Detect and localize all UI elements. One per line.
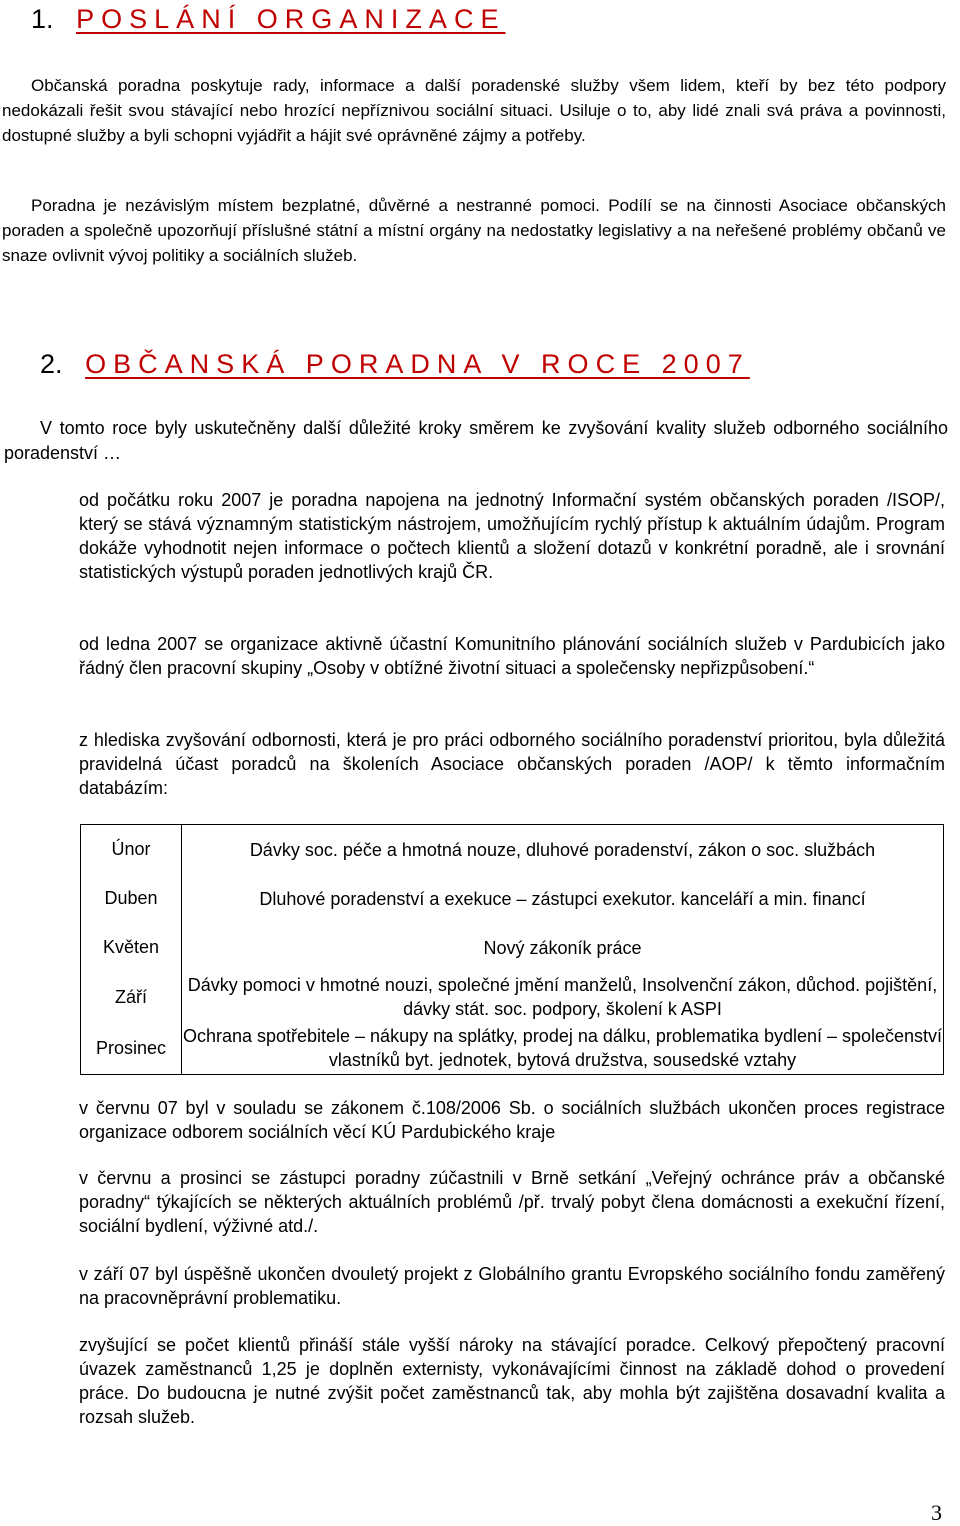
topic-cell: Ochrana spotřebitele – nákupy na splátky, prodej na dálku, problematika bydlení – společenství vlastníků byt. jednotek, bytová družstva, sousedské vztahy	[182, 1026, 943, 1070]
list-item-text: z hlediska zvyšování odbornosti, která je pro práci odborného sociálního poradenství prioritou, byla důležitá pravidelná účast poradců na školeních Asociace občanských poraden /AOP/ k těmto informačním databázím:	[79, 730, 945, 798]
topic-cell: Dluhové poradenství a exekuce – zástupci exekutor. kanceláří a min. financí	[259, 888, 866, 909]
month-cell: Prosinec	[81, 1022, 182, 1075]
table-row	[81, 874, 944, 923]
section-2-number: 2.	[40, 349, 63, 379]
section-2-title: OBČANSKÁ PORADNA V ROCE 2007	[85, 349, 750, 379]
topic-cell: Dávky pomoci v hmotné nouzi, společné jmění manželů, Insolvenční zákon, důchod. pojištění, dávky stát. soc. podpory, školení k ASPI	[187, 975, 938, 1019]
list-item-text: zvyšující se počet klientů přináší stále vyšší nároky na stávající poradce. Celkový přepočtený pracovní úvazek zaměstnanců 1,25 je doplněn externisty, vykonávajícími činnost na základě dohod o provedení práce. Do budoucna je nutné zvýšit počet zaměstnanců tak, aby mohla být zajištěna dosavadní kvalita a rozsah služeb.	[79, 1335, 945, 1427]
year-intro-paragraph: V tomto roce byly uskutečněny další důležité kroky směrem ke zvyšování kvality služeb odborného sociálního poradenství …	[4, 418, 948, 463]
table-row	[81, 972, 944, 1022]
topic-cell: Nový zákoník práce	[483, 937, 642, 958]
topic-cell: Dávky soc. péče a hmotná nouze, dluhové poradenství, zákon o soc. službách	[249, 839, 876, 860]
section-1-title: POSLÁNÍ ORGANIZACE	[76, 4, 506, 34]
month-cell: Září	[81, 972, 182, 1022]
month-cell: Únor	[81, 825, 182, 875]
section-2-heading	[40, 349, 750, 380]
training-table	[80, 824, 944, 1075]
section-1-heading	[31, 4, 506, 35]
table-row	[81, 825, 944, 875]
section-1-number: 1.	[31, 4, 54, 34]
intro-paragraph-2: Poradna je nezávislým místem bezplatné, důvěrné a nestranné pomoci. Podílí se na činnosti Asociace občanských poraden a společně upozorňují příslušné státní a místní orgány na nedostatky legislativy a na neřešené problémy občanů ve snaze ovlivnit vývoj politiky a sociálních služeb.	[2, 196, 946, 265]
table-row	[81, 1022, 944, 1075]
list-item-text: od ledna 2007 se organizace aktivně účastní Komunitního plánování sociálních služeb v Pardubicích jako řádný člen pracovní skupiny „Osoby v obtížné životní situaci a společensky nepřizpůsobení.“	[79, 634, 945, 678]
month-cell: Květen	[81, 923, 182, 972]
intro-paragraph-1: Občanská poradna poskytuje rady, informace a další poradenské služby všem lidem, kteří by bez této podpory nedokázali řešit svou stávající nebo hrozící nepříznivou sociální situaci. Usiluje o to, aby lidé znali svá práva a povinnosti, dostupné služby a byli schopni vyjádřit a hájit své oprávněné zájmy a potřeby.	[2, 76, 946, 145]
list-item-text: v červnu a prosinci se zástupci poradny zúčastnili v Brně setkání „Veřejný ochránce práv a občanské poradny“ týkajících se některých aktuálních problémů /př. trvalý pobyt člena domácnosti a exekuční řízení, sociální bydlení, výživné atd./.	[79, 1168, 945, 1236]
table-row	[81, 923, 944, 972]
list-item-text: v červnu 07 byl v souladu se zákonem č.108/2006 Sb. o sociálních službách ukončen proces registrace organizace odborem sociálních věcí KÚ Pardubického kraje	[79, 1098, 945, 1142]
list-item-text: v září 07 byl úspěšně ukončen dvouletý projekt z Globálního grantu Evropského sociálního fondu zaměřený na pracovněprávní problematiku.	[79, 1264, 945, 1308]
page-number: 3	[931, 1500, 942, 1525]
month-cell: Duben	[81, 874, 182, 923]
list-item-text: od počátku roku 2007 je poradna napojena na jednotný Informační systém občanských poraden /ISOP/, který se stává významným statistickým nástrojem, umožňujícím rychlý přístup k aktuálním údajům. Program dokáže vyhodnotit nejen informace o počtech klientů a složení dotazů v konkrétní poradně, ale i srovnání statistických výstupů poraden jednotlivých krajů ČR.	[79, 490, 945, 582]
